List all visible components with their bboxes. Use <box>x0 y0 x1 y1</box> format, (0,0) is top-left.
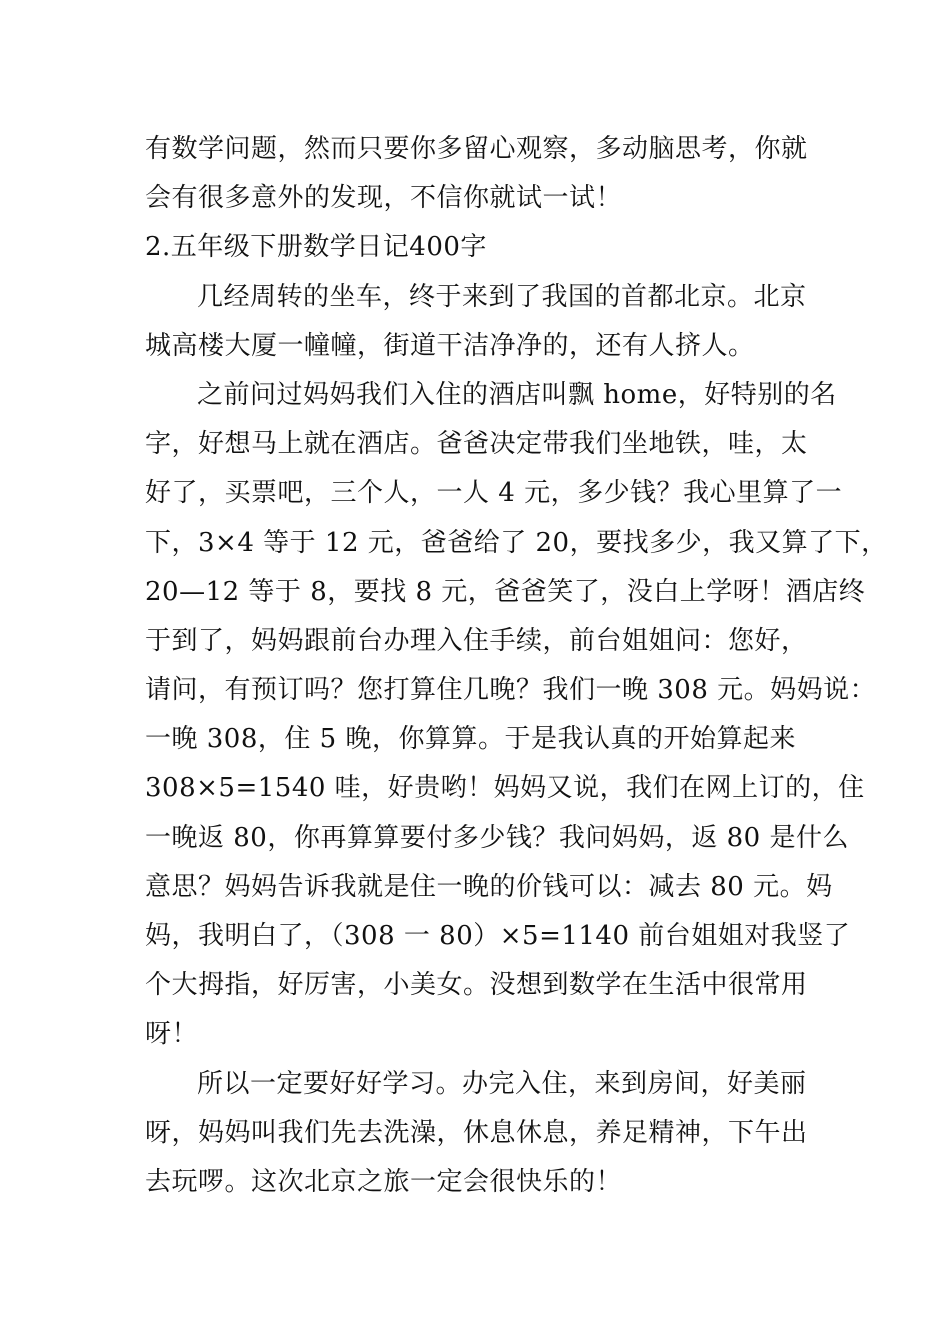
text-line: 好了，买票吧，三个人，一人 4 元，多少钱？我心里算了一 <box>145 478 843 509</box>
text-line: 308×5=1540 哇，好贵哟！妈妈又说，我们在网上订的，住 <box>145 773 865 804</box>
text-line: 妈，我明白了，（308 一 80）×5=1140 前台姐姐对我竖了 <box>145 921 851 951</box>
text-line: 去玩啰。这次北京之旅一定会很快乐的！ <box>145 1166 623 1197</box>
text-line: 字，好想马上就在酒店。爸爸决定带我们坐地铁，哇，太 <box>145 429 808 460</box>
text-line: 几经周转的坐车，终于来到了我国的首都北京。北京 <box>197 281 807 312</box>
text-line: 一晚返 80，你再算算要付多少钱？我问妈妈，返 80 是什么 <box>145 822 849 853</box>
section-heading: 2.五年级下册数学日记400字 <box>145 232 487 263</box>
text-line: 一晚 308，住 5 晚，你算算。于是我认真的开始算起来 <box>145 724 796 755</box>
text-line: 请问，有预订吗？您打算住几晚？我们一晚 308 元。妈妈说： <box>145 675 877 706</box>
text-line: 下，3×4 等于 12 元，爸爸给了 20，要找多少，我又算了下， <box>145 527 888 558</box>
text-line: 意思？妈妈告诉我就是住一晚的价钱可以：减去 80 元。妈 <box>145 871 833 902</box>
document-body <box>145 125 888 1207</box>
text-line: 有数学问题，然而只要你多留心观察，多动脑思考，你就 <box>145 134 808 164</box>
text-line: 会有很多意外的发现，不信你就试一试！ <box>145 183 623 214</box>
text-line: 城高楼大厦一幢幢，街道干洁净净的，还有人挤人。 <box>145 330 755 361</box>
text-line: 20—12 等于 8，要找 8 元，爸爸笑了，没白上学呀！酒店终 <box>145 576 866 607</box>
text-line: 个大拇指，好厉害，小美女。没想到数学在生活中很常用 <box>145 970 808 1001</box>
text-line: 之前问过妈妈我们入住的酒店叫飘 home，好特别的名 <box>197 379 837 410</box>
text-line: 于到了，妈妈跟前台办理入住手续，前台姐姐问：您好， <box>145 625 808 656</box>
text-line: 所以一定要好好学习。办完入住，来到房间，好美丽 <box>197 1068 807 1099</box>
text-line: 呀！ <box>145 1019 199 1050</box>
text-line: 呀，妈妈叫我们先去洗澡，休息休息，养足精神，下午出 <box>145 1117 808 1148</box>
